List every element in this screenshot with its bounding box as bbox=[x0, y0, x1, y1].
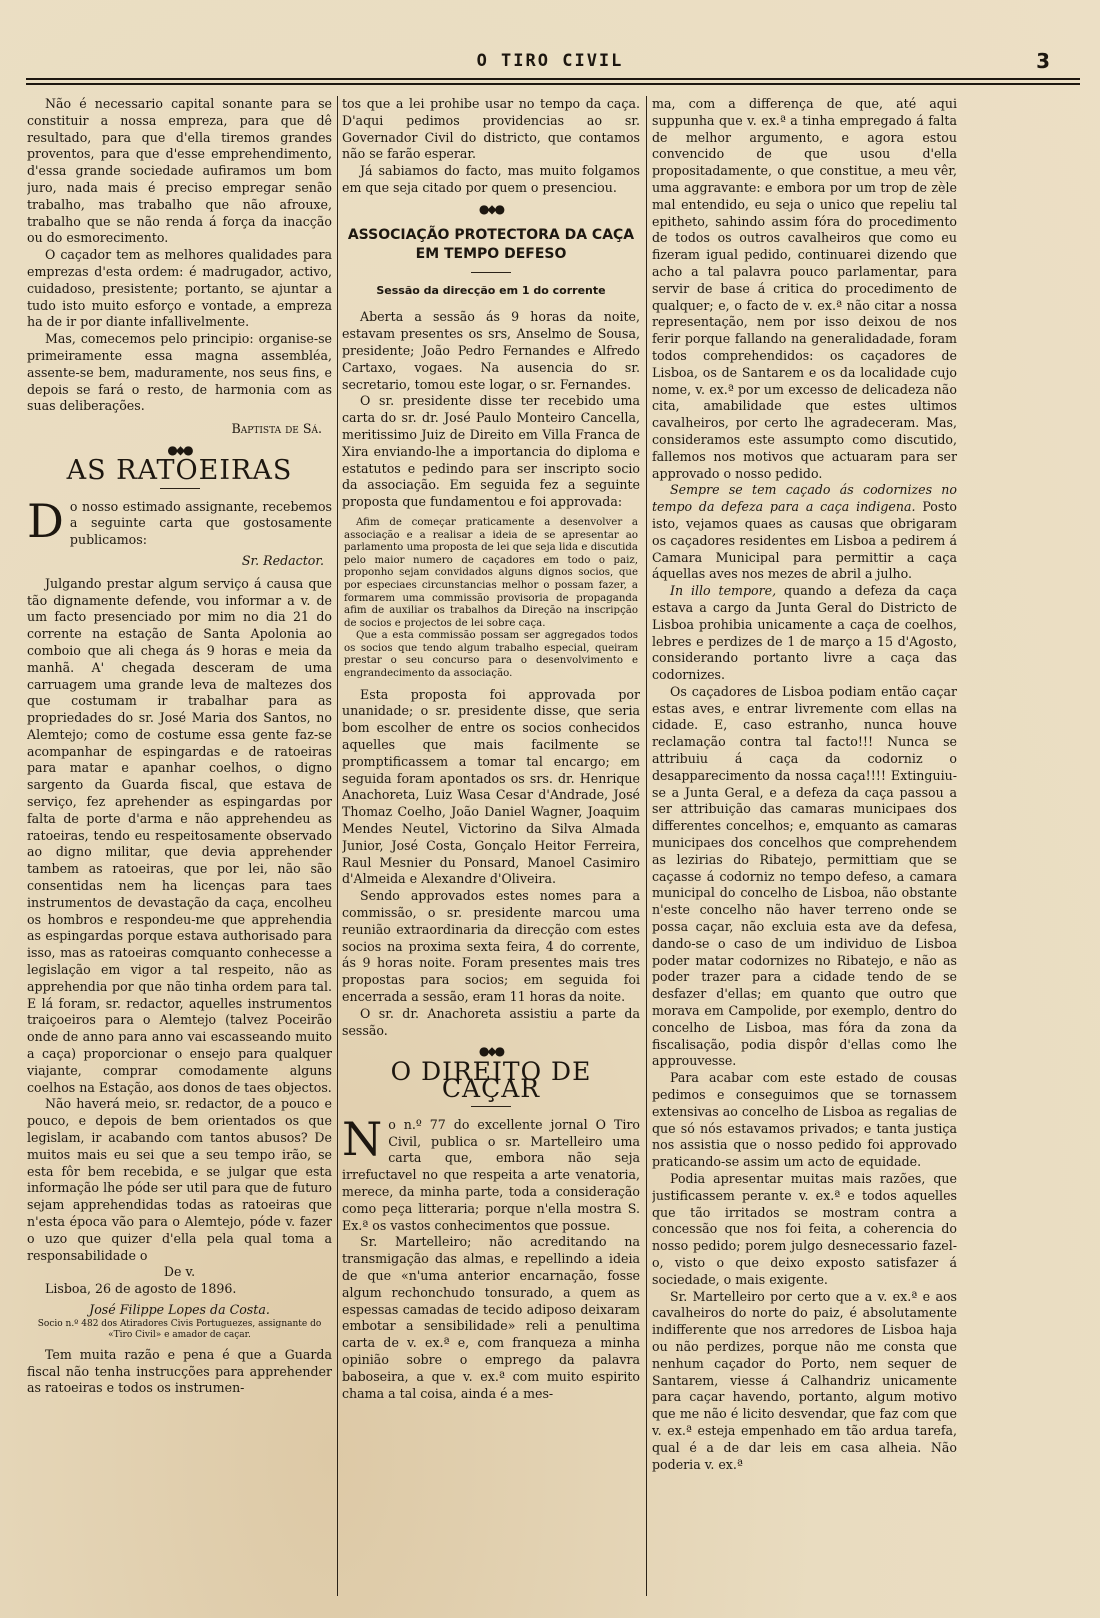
paragraph: Esta proposta foi approvada por unanidade; o sr. presidente disse, que seria bom escolher de entre os socios conhecidos aquelles que mais facilmente se promptificassem a tomar tal encargo; em seguida foram apontados os srs. dr. Henrique Anachoreta, Luiz Wasa Cesar d'Andrade, José Thomaz Coelho, João Daniel Wagner, Joaquim Mendes Neutel, Victorino da Silva Almada Junior, José Costa, Gonçalo Heitor Ferreira, Raul Mesnier du Ponsard, Manoel Casimiro d'Almeida e Alexandre d'Oliveira. bbox=[342, 686, 640, 887]
header-rule bbox=[26, 78, 1080, 80]
ornament: ●◆● bbox=[478, 1044, 504, 1059]
section-subtitle: Sessão da direcção em 1 do corrente bbox=[376, 283, 606, 297]
column-1 bbox=[27, 96, 332, 1596]
paragraph: Para acabar com este estado de cousas pedimos e conseguimos que se tornassem extensivas ao concelho de Lisboa as regalias de que só nós estavamos privados; e tanta justiça nos assistia que o nosso pedido foi approvado praticando-se assim um acto de equidade. bbox=[652, 1070, 957, 1170]
paragraph: Podia apresentar muitas mais razões, que justificassem perante v. ex.ª e todos aquelles que tão irritados se mostram contra a concessão que nos foi feita, a coherencia do nosso pedido; porem julgo desnecessario fazel-o, visto o que deixo exposto satisfazer á sociedade, o mais exigente. bbox=[652, 1171, 957, 1287]
drop-cap: N bbox=[342, 1111, 383, 1166]
proposal-paragraph: Afim de começar praticamente a desenvolver a associação e a realisar a ideia de se apresentar ao parlamento uma proposta de lei que seja lida e discutida pelo maior numero de caçadores em todo o paiz, proponho sejam convidados alguns dignos socios, que por especiaes circunstancias melhor o possam fazer, a formarem uma commissão provisoria de propaganda afim de auxiliar os trabalhos da Direção na inscripção de socios e projectos de lei sobre caça. bbox=[344, 516, 638, 629]
ornament: ●◆● bbox=[167, 442, 192, 457]
proposal-paragraph: Que a esta commissão possam ser aggregados todos os socios que tendo algum trabalho especial, queiram prestar o seu concurso para o desenvolvimento e engrandecimento da associação. bbox=[344, 630, 638, 680]
signature: Baptista de Sá. bbox=[231, 421, 322, 437]
header-rule-thin bbox=[26, 83, 1080, 85]
title-rule bbox=[471, 1106, 511, 1107]
ornament: ●◆● bbox=[478, 201, 504, 216]
column-divider bbox=[646, 96, 647, 1596]
paragraph-text: Posto isto, vejamos quaes as causas que obrigaram os caçadores residentes em Lisboa a pedirem á Camara Municipal para permittir a caça áquellas aves nos mezes de abril a julho. bbox=[652, 499, 957, 582]
article-title: AS RATOEIRAS bbox=[66, 454, 293, 486]
column-2 bbox=[342, 96, 640, 1596]
masthead-title: O TIRO CIVIL bbox=[476, 51, 624, 71]
column-3 bbox=[652, 96, 957, 1596]
article-title: O DIREITO DE CAÇAR bbox=[390, 1057, 592, 1103]
paragraph: Não é necessario capital sonante para se constituir a nossa empreza, para que dê resultado, para que d'ella tiremos grandes proventos, para que d'esse emprehendimento, d'essa grande sociedade aufiramos um bom juro, nada mais é preciso empregar senão trabalho, mas trabalho que não afrouxe, trabalho que se não renda á força da inacção ou do esmorecimento. bbox=[27, 96, 332, 246]
section-title bbox=[342, 226, 640, 264]
paragraph: Os caçadores de Lisboa podiam então caçar estas aves, e entrar livremente com ellas na cidade. E, caso estranho, nunca houve reclamação contra tal facto!!! Nunca se attribuiu á caça da codorniz o desapparecimento da nossa caça!!!! Extinguiu-se a Junta Geral, e a defeza da caça passou a ser attribuição das camaras municipaes dos differentes concelhos; e, emquanto as camaras municipaes dos concelhos que comprehendem as lezirias do Ribatejo, permittiam que se caçasse á codorniz no tempo defeso, a camara municipal do concelho de Lisboa, não obstante n'este concelho não haver terreno onde se possa caçar, não excluia esta ave da defesa, dando-se o caso de um individuo de Lisboa poder matar codornizes no Ribatejo, e não as poder trazer para a cidade tendo de se desfazer d'ellas; em quanto que outro que morava em Campolide, por exemplo, dentro do concelho de Lisboa, mas fóra da zona da fiscalisação, podia dispôr d'ellas como lhe approuvesse. bbox=[652, 683, 957, 1069]
paragraph: Já sabiamos do facto, mas muito folgamos em que seja citado por quem o presenciou. bbox=[342, 163, 640, 195]
drop-cap: D bbox=[27, 493, 64, 548]
column-divider bbox=[337, 96, 338, 1596]
section-title-line-1: ASSOCIAÇÃO PROTECTORA DA CAÇA bbox=[347, 226, 635, 243]
paragraph: ma, com a differença de que, até aqui suppunha que v. ex.ª a tinha empregado á falta de melhor argumento, e agora estou convencido de que usou d'ella propositadamente, o que constitue, a meu vêr, uma aggravante: e embora por um trop de zèle mal entendido, eu seja o unico que repeliu tal epitheto, sahindo assim fóra do procedimento de todos os outros cavalheiros que como eu fizeram igual pedido, continuarei dizendo que acho a tal palavra pouco parlamentar, para servir de base á critica do procedimento de qualquer; e, o facto de v. ex.ª não citar a nossa representação, nem por isso deixou de nos ferir porque fallando na generalidadade, foram todos comprehendidos: os caçadores de Lisboa, os de Santarem e os da localidade cujo nome, v. ex.ª por um excesso de delicadeza não cita, amabilidade que estes ultimos cavalheiros, por certo lhe agradeceram. Mas, consideramos este assumpto como discutido, fallemos nos motivos que actuaram para ser approvado o nosso pedido. bbox=[652, 96, 957, 481]
paragraph: Julgando prestar algum serviço á causa que tão dignamente defende, vou informar a v. de um facto presenciado por mim no dia 21 do corrente na estação de Santa Apolonia ao comboio que ali chega ás 9 horas e meia da manhã. A' chegada desceram de uma carruagem uma grande leva de maltezes dos que costumam ir trabalhar para as propriedades do sr. José Maria dos Santos, no Alemtejo; como de costume essa gente faz-se acompanhar de espingardas e de ratoeiras para matar e apanhar coelhos, o digno sargento da Guarda fiscal, que estava de serviço, fez aprehender as espingardas por falta de porte d'arma e não apprehendeu as ratoeiras, tendo eu respeitosamente observado ao digno militar, que devia apprehender tambem as ratoeiras, que por lei, não são consentidas nem ha licenças para taes instrumentos de devastação da caça, encolheu os hombros e respondeu-me que apprehendia as espingardas porque estava authorisado para isso, mas as ratoeiras comquanto conhecesse a legislação em vigor a tal respeito, não as apprehendia por que não tinha ordem para tal. E lá foram, sr. redactor, aquelles instrumentos traiçoeiros para o Alemtejo (talvez Poceirão onde de anno para anno vai escasseando muito a caça) proporcionar o ensejo para qualquer viajante, comprar comodamente alguns coelhos na Estação, aos donos de taes objectos. bbox=[27, 575, 332, 1095]
title-rule bbox=[471, 272, 511, 273]
paragraph: o n.º 77 do excellente jornal O Tiro Civil, publica o sr. Martelleiro uma carta que, embora não seja irrefuctavel no que respeita a arte venatoria, merece, da minha parte, toda a consideração como peça litteraria; porque n'ella mostra S. Ex.ª os vastos conhecimentos que possue. bbox=[342, 1116, 640, 1233]
author-note: Socio n.º 482 dos Atiradores Civis Portuguezes, assignante do «Tiro Civil» e amador de caçar. bbox=[37, 1318, 322, 1340]
intro-text: o nosso estimado assignante, recebemos a seguinte carta que gostosamente publicamos: bbox=[69, 498, 332, 548]
title-rule bbox=[160, 488, 200, 489]
paragraph-text: quando a defeza da caça estava a cargo da Junta Geral do Districto de Lisboa prohibia unicamente a caça de coelhos, lebres e perdizes de 1 de março a 15 d'Agosto, considerando portanto livre a caça das codornizes. bbox=[652, 583, 957, 683]
italic-phrase: Sempre se tem caçado ás codornizes no tempo da defeza para a caça indigena. bbox=[652, 482, 957, 515]
paragraph: Mas, comecemos pelo principio: organise-se primeiramente essa magna assembléa, assente-se bem, maduramente, nos seus fins, e depois se fará o resto, de harmonia com as suas deliberações. bbox=[27, 331, 332, 414]
page-number: 3 bbox=[1036, 49, 1050, 73]
paragraph: Sr. Martelleiro por certo que a v. ex.ª e aos cavalheiros do norte do paiz, é absolutamente indifferente que nos arredores de Lisboa haja ou não perdizes, porque não me consta que nenhum caçador do Porto, nem sequer de Santarem, viesse á Calhandriz unicamente para caçar havendo, portanto, algum motivo que me não é licito desvendar, que faz com que v. ex.ª esteja empenhado em tão ardua tarefa, qual é a de dar leis em casa alheia. Não poderia v. ex.ª bbox=[652, 1288, 957, 1472]
paragraph: Sr. Martelleiro; não acreditando na transmigação das almas, e repellindo a ideia de que «n'uma anterior encarnação, fosse algum rechonchudo tonsurado, a quem as espessas camadas de tecido adiposo deixaram embotar a sensibilidade» reli a penultima carta de v. ex.ª e, com franqueza a minha opinião sobre o emprego da palavra baboseira, a que v. ex.ª com muito espirito chama a tal coisa, ainda é a mes- bbox=[342, 1234, 640, 1401]
paragraph: Sendo approvados estes nomes para a commissão, o sr. presidente marcou uma reunião extraordinaria da direcção com estes socios na proxima sexta feira, 4 do corrente, ás 9 horas noite. Foram presentes mais tres propostas para socios; em seguida foi encerrada a sessão, eram 11 horas da noite. bbox=[342, 888, 640, 1004]
author: José Filippe Lopes da Costa. bbox=[89, 1301, 270, 1317]
paragraph: O sr. dr. Anachoreta assistiu a parte da sessão. bbox=[342, 1005, 640, 1038]
italic-phrase: In illo tempore, bbox=[670, 583, 777, 599]
closing: De v. bbox=[163, 1264, 196, 1280]
paragraph: Não haverá meio, sr. redactor, de a pouco e pouco, e depois de bem orientados os que legislam, ir acabando com tantos abusos? De muitos mais eu sei que a seu tempo irão, se esta fôr bem recebida, e se julgar que esta informação lhe póde ser util para que de futuro sejam apprehendidas todas as ratoeiras que n'esta época vão para o Alemtejo, póde v. fazer o uzo que quizer d'ella pela qual toma a responsabilidade o bbox=[27, 1096, 332, 1263]
paragraph: O caçador tem as melhores qualidades para emprezas d'esta ordem: é madrugador, activo, cuidadoso, presistente; portanto, se ajuntar a tudo isto muito esforço e vontade, a empreza ha de ir por diante infallivelmente. bbox=[27, 247, 332, 330]
paragraph: Aberta a sessão ás 9 horas da noite, estavam presentes os srs, Anselmo de Sousa, presidente; João Pedro Fernandes e Alfredo Cartaxo, vogaes. Na ausencia do sr. secretario, tomou este logar, o sr. Fernandes. bbox=[342, 309, 640, 392]
salutation: Sr. Redactor. bbox=[241, 552, 324, 568]
paragraph: O sr. presidente disse ter recebido uma carta do sr. dr. José Paulo Monteiro Cancella, meritissimo Juiz de Direito em Villa Franca de Xira enviando-lhe a importancia do diploma e estatutos e pedindo para ser inscripto socio da associação. Em seguida fez a seguinte proposta que fundamentou e foi approvada: bbox=[342, 393, 640, 510]
paragraph: Tem muita razão e pena é que a Guarda fiscal não tenha instrucções para apprehender as ratoeiras e todos os instrumen- bbox=[27, 1346, 332, 1396]
proposal-text bbox=[344, 517, 638, 681]
date-line: Lisboa, 26 de agosto de 1896. bbox=[45, 1281, 237, 1297]
paragraph: tos que a lei prohibe usar no tempo da caça. D'aqui pedimos providencias ao sr. Governador Civil do districto, que contamos não se farão esperar. bbox=[342, 96, 640, 162]
section-title-line-2: EM TEMPO DEFESO bbox=[415, 245, 567, 262]
